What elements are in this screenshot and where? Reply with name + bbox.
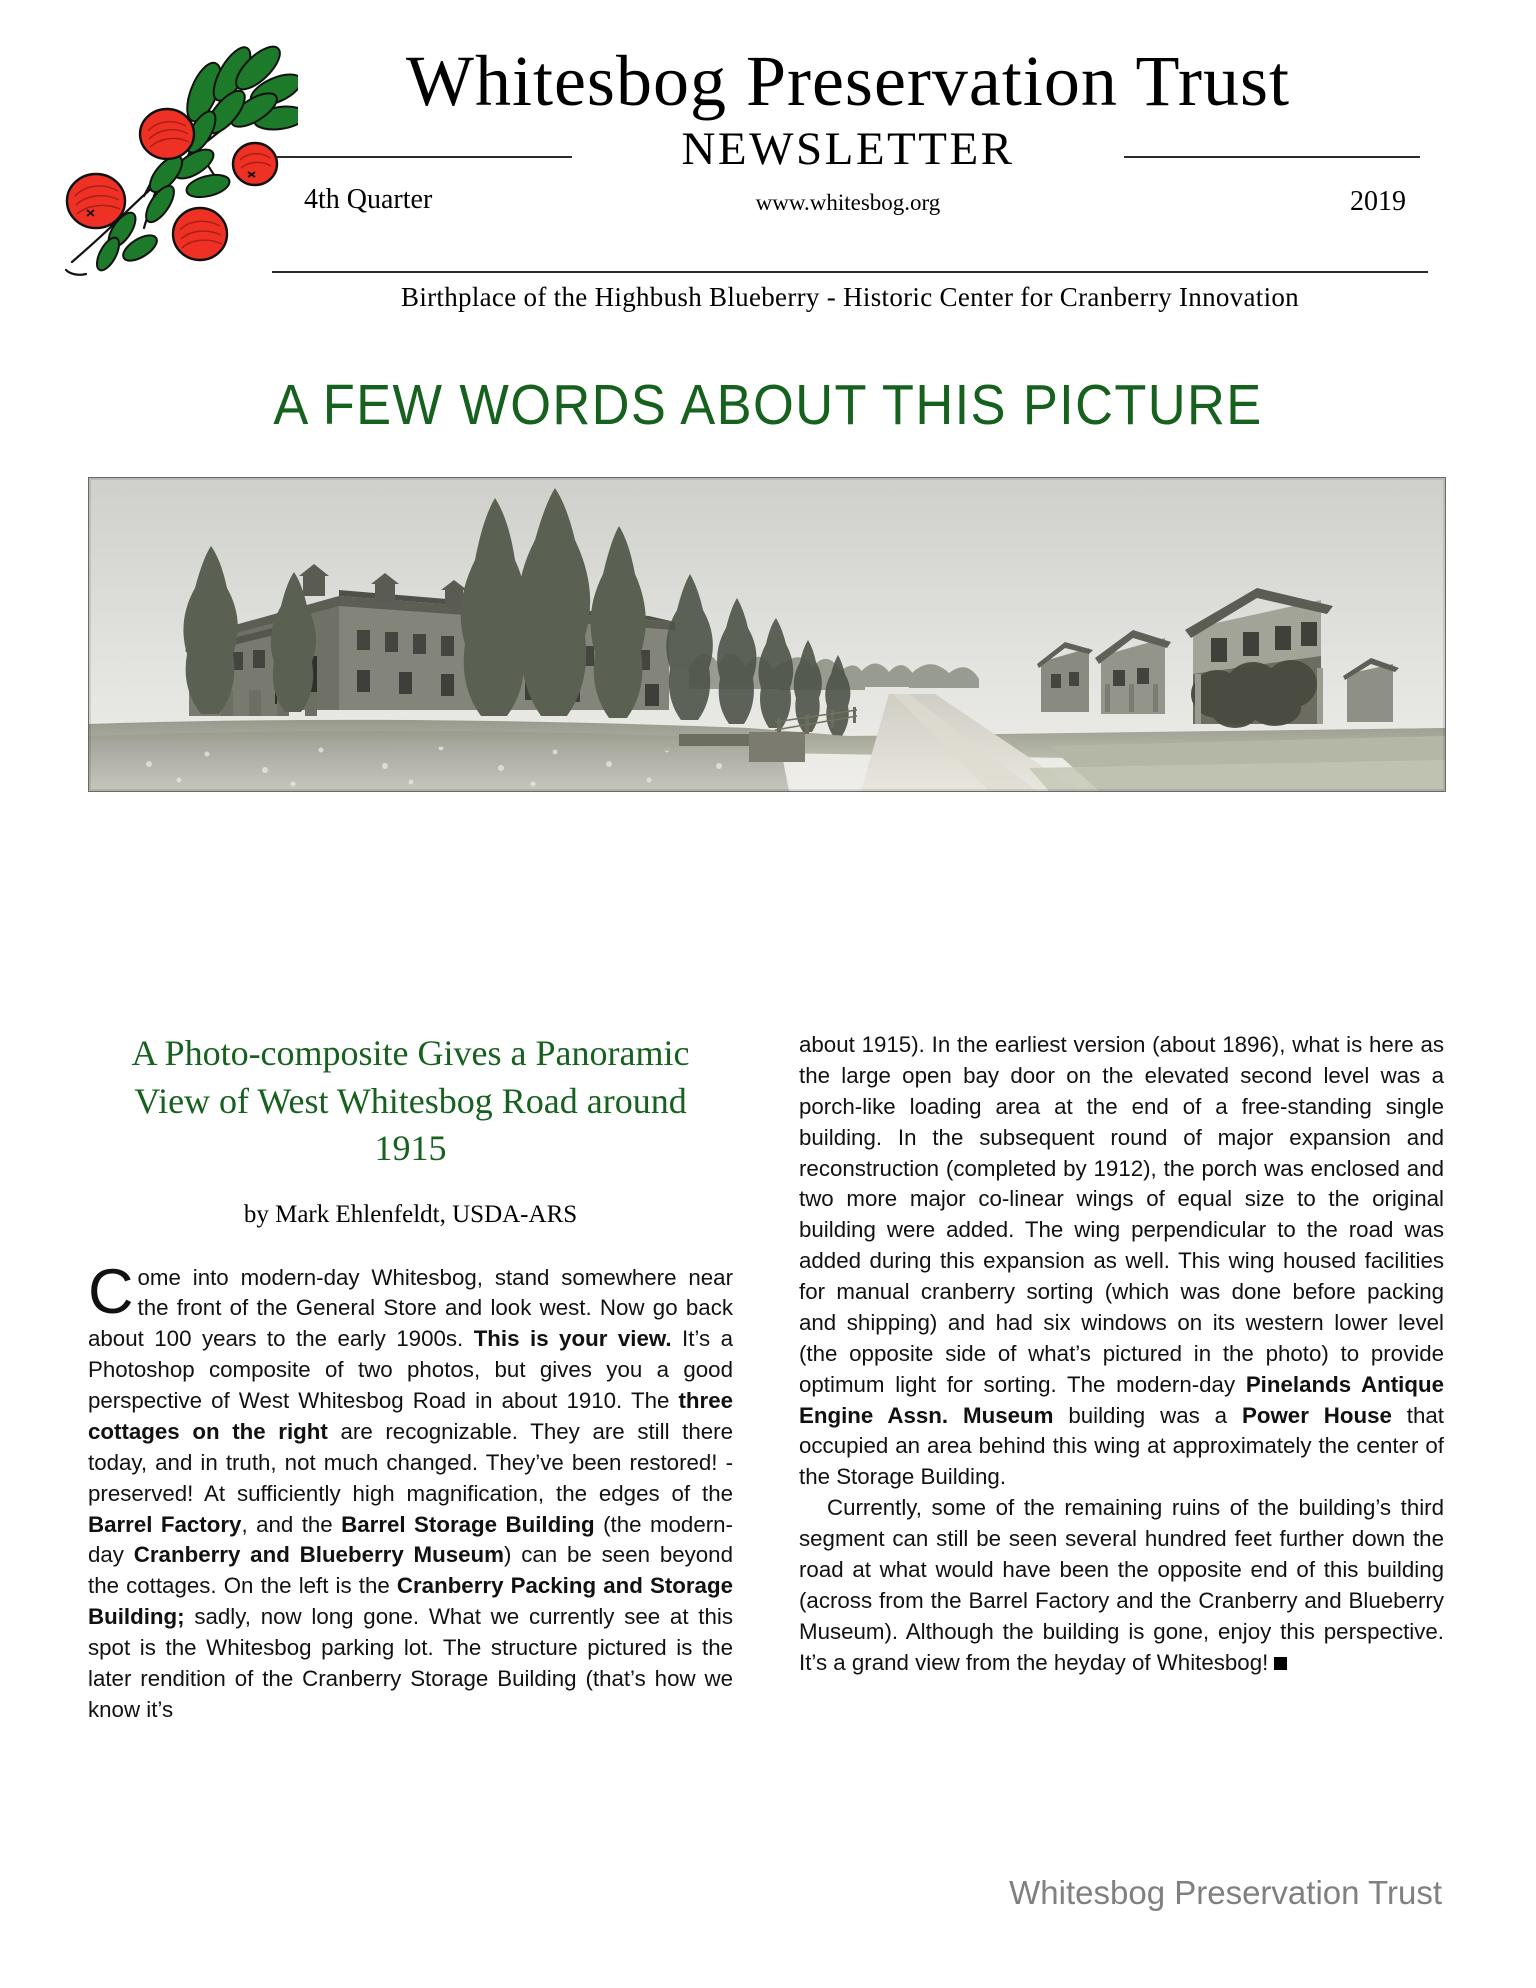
body-bold-run: Barrel Storage Building (341, 1511, 595, 1537)
masthead-tagline: Birthplace of the Highbush Blueberry - Historic Center for Cranberry Innovation (401, 282, 1299, 312)
page-title: A FEW WORDS ABOUT THIS PICTURE (273, 373, 1263, 437)
body-run: It’s a Photoshop composite of two photos, but gives you a good perspective of West Whitesbog Road in about 1910. The (88, 1326, 733, 1414)
body-run: building was a (1053, 1402, 1242, 1428)
masthead-text-block (268, 41, 1428, 228)
historic-photo (88, 477, 1446, 792)
body-bold-run: Pinelands Antique Engine Assn. Museum (799, 1371, 1445, 1428)
body-run: ome into modern-day Whitesbog, stand somewhere near the front of the General Store and look west. Now go back about 100 years to the early 1900s. (88, 1264, 733, 1352)
body-run: (the modern-day (88, 1511, 733, 1568)
end-mark-icon (1274, 1657, 1287, 1670)
body-run: about 1915). In the earliest version (about 1896), what is here as the large open bay door on the elevated second level was a porch-like loading area at the end of a free-standing single building. In the subsequent round of major expansion and reconstruction (completed by 1912), the porch was enclosed and two more major co-linear wings of equal size to the original building were added. The wing perpendicular to the road was added during this expansion as well. This wing housed facilities for manual cranberry sorting (which was done before packing and shipping) and had six windows on its western lower level (the opposite side of what’s pictured in the photo) to provide optimum light for sorting. The modern-day (799, 1032, 1444, 1397)
rule-right (1124, 156, 1420, 158)
drop-cap: C (88, 1256, 134, 1327)
issue-year: 2019 (1350, 185, 1406, 217)
body-bold-run: Cranberry Packing and Storage Building; (88, 1573, 733, 1630)
cranberry-sprig-icon (48, 34, 298, 279)
masthead-meta (268, 184, 1428, 228)
footer-organization-name: Whitesbog Preservation Trust (1009, 1874, 1442, 1911)
body-bold-run: Cranberry and Blueberry Museum (133, 1542, 504, 1568)
body-bold-run: three cottages on the right (88, 1388, 733, 1444)
body-run: are recognizable. They are still there today, and in truth, not much changed. They’ve been restored! - preserved! At sufficiently high magnification, the edges of the (88, 1418, 733, 1506)
website-url[interactable]: www.whitesbog.org (755, 189, 941, 215)
article-headline: A Photo-composite Gives a Panoramic View of West Whitesbog Road around 1915 (131, 1033, 690, 1169)
masthead (0, 0, 1536, 330)
publication-title: Whitesbog Preservation Trust (406, 41, 1290, 121)
body-bold-run: Power House (1241, 1402, 1392, 1428)
body-run: Currently, some of the remaining ruins of the building’s third segment can still be seen several hundred feet further down the road at what would have been the opposite end of this building (across from the Barrel Factory and the Cranberry and Blueberry Museum). Although the building is gone, enjoy this perspective. It’s a grand view from the heyday of Whitesbog! (799, 1495, 1444, 1675)
body-run: , and the (241, 1511, 342, 1537)
masthead-divider (272, 271, 1428, 273)
article-column-right (799, 1030, 1444, 1678)
body-bold-run: This is your view. (473, 1326, 672, 1352)
article-body-left (88, 1256, 733, 1726)
newsletter-label: NEWSLETTER (681, 122, 1015, 175)
article-byline: by Mark Ehlenfeldt, USDA-ARS (243, 1200, 578, 1228)
article-body-right (799, 1030, 1444, 1678)
issue-quarter: 4th Quarter (304, 183, 433, 215)
body-run: that occupied an area behind this wing at approximately the center of the Storage Building. (799, 1402, 1444, 1490)
body-run: sadly, now long gone. What we currently see at this spot is the Whitesbog parking lot. The structure pictured is the later rendition of the Cranberry Storage Building (that’s how we know it’s (88, 1604, 733, 1722)
body-bold-run: Barrel Factory (88, 1511, 242, 1537)
article-column-left (88, 1030, 733, 1726)
body-run: ) can be seen beyond the cottages. On the left is the (88, 1542, 733, 1599)
newsletter-band (268, 122, 1428, 182)
